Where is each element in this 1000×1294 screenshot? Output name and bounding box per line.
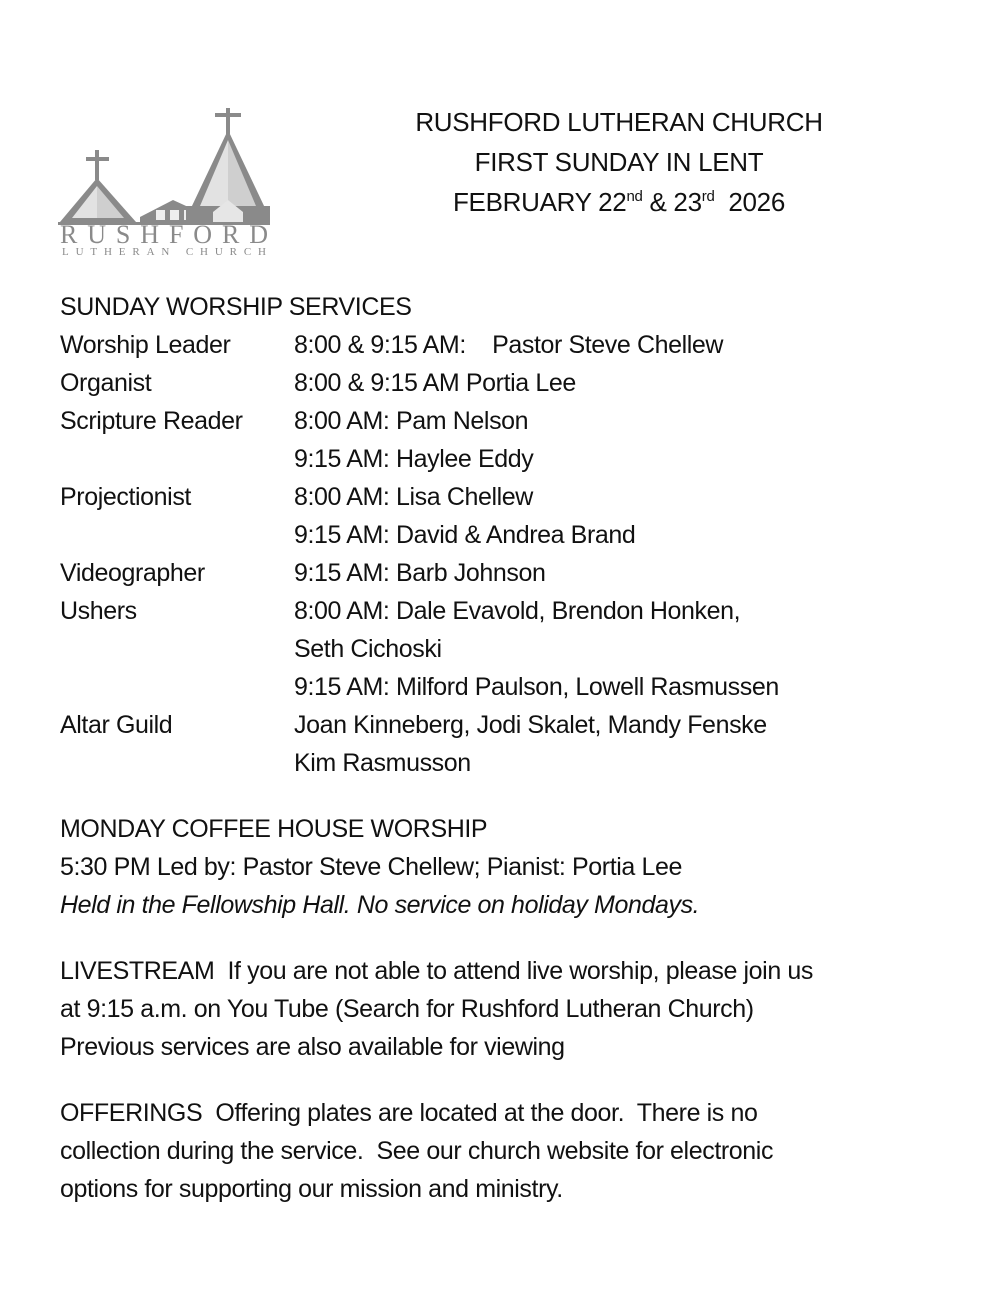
bulletin-content — [60, 288, 960, 1208]
date-mid: & 23 — [642, 187, 702, 217]
role-value: 8:00 & 9:15 AM Portia Lee — [294, 369, 576, 397]
role-label: Altar Guild — [60, 711, 173, 739]
role-label: Ushers — [60, 597, 137, 625]
role-label: Videographer — [60, 559, 205, 587]
role-label: Scripture Reader — [60, 407, 243, 435]
liturgical-day: FIRST SUNDAY IN LENT — [474, 147, 764, 177]
role-label — [60, 630, 294, 668]
service-date — [388, 182, 850, 222]
spacer — [60, 782, 960, 810]
role-value: 9:15 AM: Barb Johnson — [294, 559, 546, 587]
livestream-line: Previous services are also available for viewing — [60, 1033, 565, 1061]
spacer — [60, 1066, 960, 1094]
role-value: 8:00 AM: Dale Evavold, Brendon Honken, — [294, 597, 741, 625]
role-label: Worship Leader — [60, 331, 231, 359]
role-value: 8:00 & 9:15 AM: Pastor Steve Chellew — [294, 331, 724, 359]
livestream-line: at 9:15 a.m. on You Tube (Search for Rushford Lutheran Church) — [60, 995, 754, 1023]
date-sup-1: nd — [626, 188, 643, 205]
roster-row — [60, 744, 960, 782]
spacer — [60, 924, 960, 952]
role-value: Kim Rasmusson — [294, 749, 471, 777]
roster-row — [60, 478, 960, 516]
role-value: 8:00 AM: Pam Nelson — [294, 407, 529, 435]
roster-row — [60, 440, 960, 478]
role-value: 8:00 AM: Lisa Chellew — [294, 483, 533, 511]
role-label — [60, 744, 294, 782]
roster-row — [60, 592, 960, 630]
role-label: Organist — [60, 369, 152, 397]
monday-worship-section — [60, 810, 960, 924]
roster-row — [60, 516, 960, 554]
offerings-line: collection during the service. See our church website for electronic — [60, 1137, 774, 1165]
roster-row — [60, 706, 960, 744]
logo-subtitle: LUTHERAN CHURCH — [62, 246, 266, 258]
livestream-section — [60, 952, 960, 1066]
logo-name: RUSHFORD — [60, 220, 268, 249]
offerings-section — [60, 1094, 960, 1208]
date-sup-2: rd — [701, 188, 715, 205]
roster-row — [60, 326, 960, 364]
role-value: 9:15 AM: Haylee Eddy — [294, 445, 534, 473]
date-prefix: FEBRUARY 22 — [452, 187, 627, 217]
role-value: 9:15 AM: Milford Paulson, Lowell Rasmussen — [294, 673, 779, 701]
church-steeples-icon — [58, 98, 282, 258]
roster-row — [60, 630, 960, 668]
sunday-worship-section — [60, 288, 960, 782]
offerings-line: OFFERINGS Offering plates are located at the door. There is no — [60, 1099, 758, 1127]
church-name: RUSHFORD LUTHERAN CHURCH — [415, 107, 823, 137]
bulletin-header — [388, 102, 850, 222]
church-logo — [58, 98, 282, 258]
livestream-line: LIVESTREAM If you are not able to attend live worship, please join us — [60, 957, 813, 985]
role-label: Projectionist — [60, 483, 191, 511]
monday-note: Held in the Fellowship Hall. No service on holiday Mondays. — [60, 891, 700, 919]
roster-row — [60, 364, 960, 402]
role-value: Seth Cichoski — [294, 635, 442, 663]
roster — [60, 326, 960, 782]
monday-details: 5:30 PM Led by: Pastor Steve Chellew; Pianist: Portia Lee — [60, 853, 682, 881]
role-value: 9:15 AM: David & Andrea Brand — [294, 521, 636, 549]
date-year: 2026 — [714, 187, 786, 217]
roster-row — [60, 402, 960, 440]
sunday-title: SUNDAY WORSHIP SERVICES — [60, 293, 412, 321]
role-value: Joan Kinneberg, Jodi Skalet, Mandy Fenske — [294, 711, 767, 739]
role-label — [60, 668, 294, 706]
role-label — [60, 516, 294, 554]
roster-row — [60, 554, 960, 592]
monday-title: MONDAY COFFEE HOUSE WORSHIP — [60, 815, 488, 843]
offerings-line: options for supporting our mission and ministry. — [60, 1175, 563, 1203]
roster-row — [60, 668, 960, 706]
role-label — [60, 440, 294, 478]
